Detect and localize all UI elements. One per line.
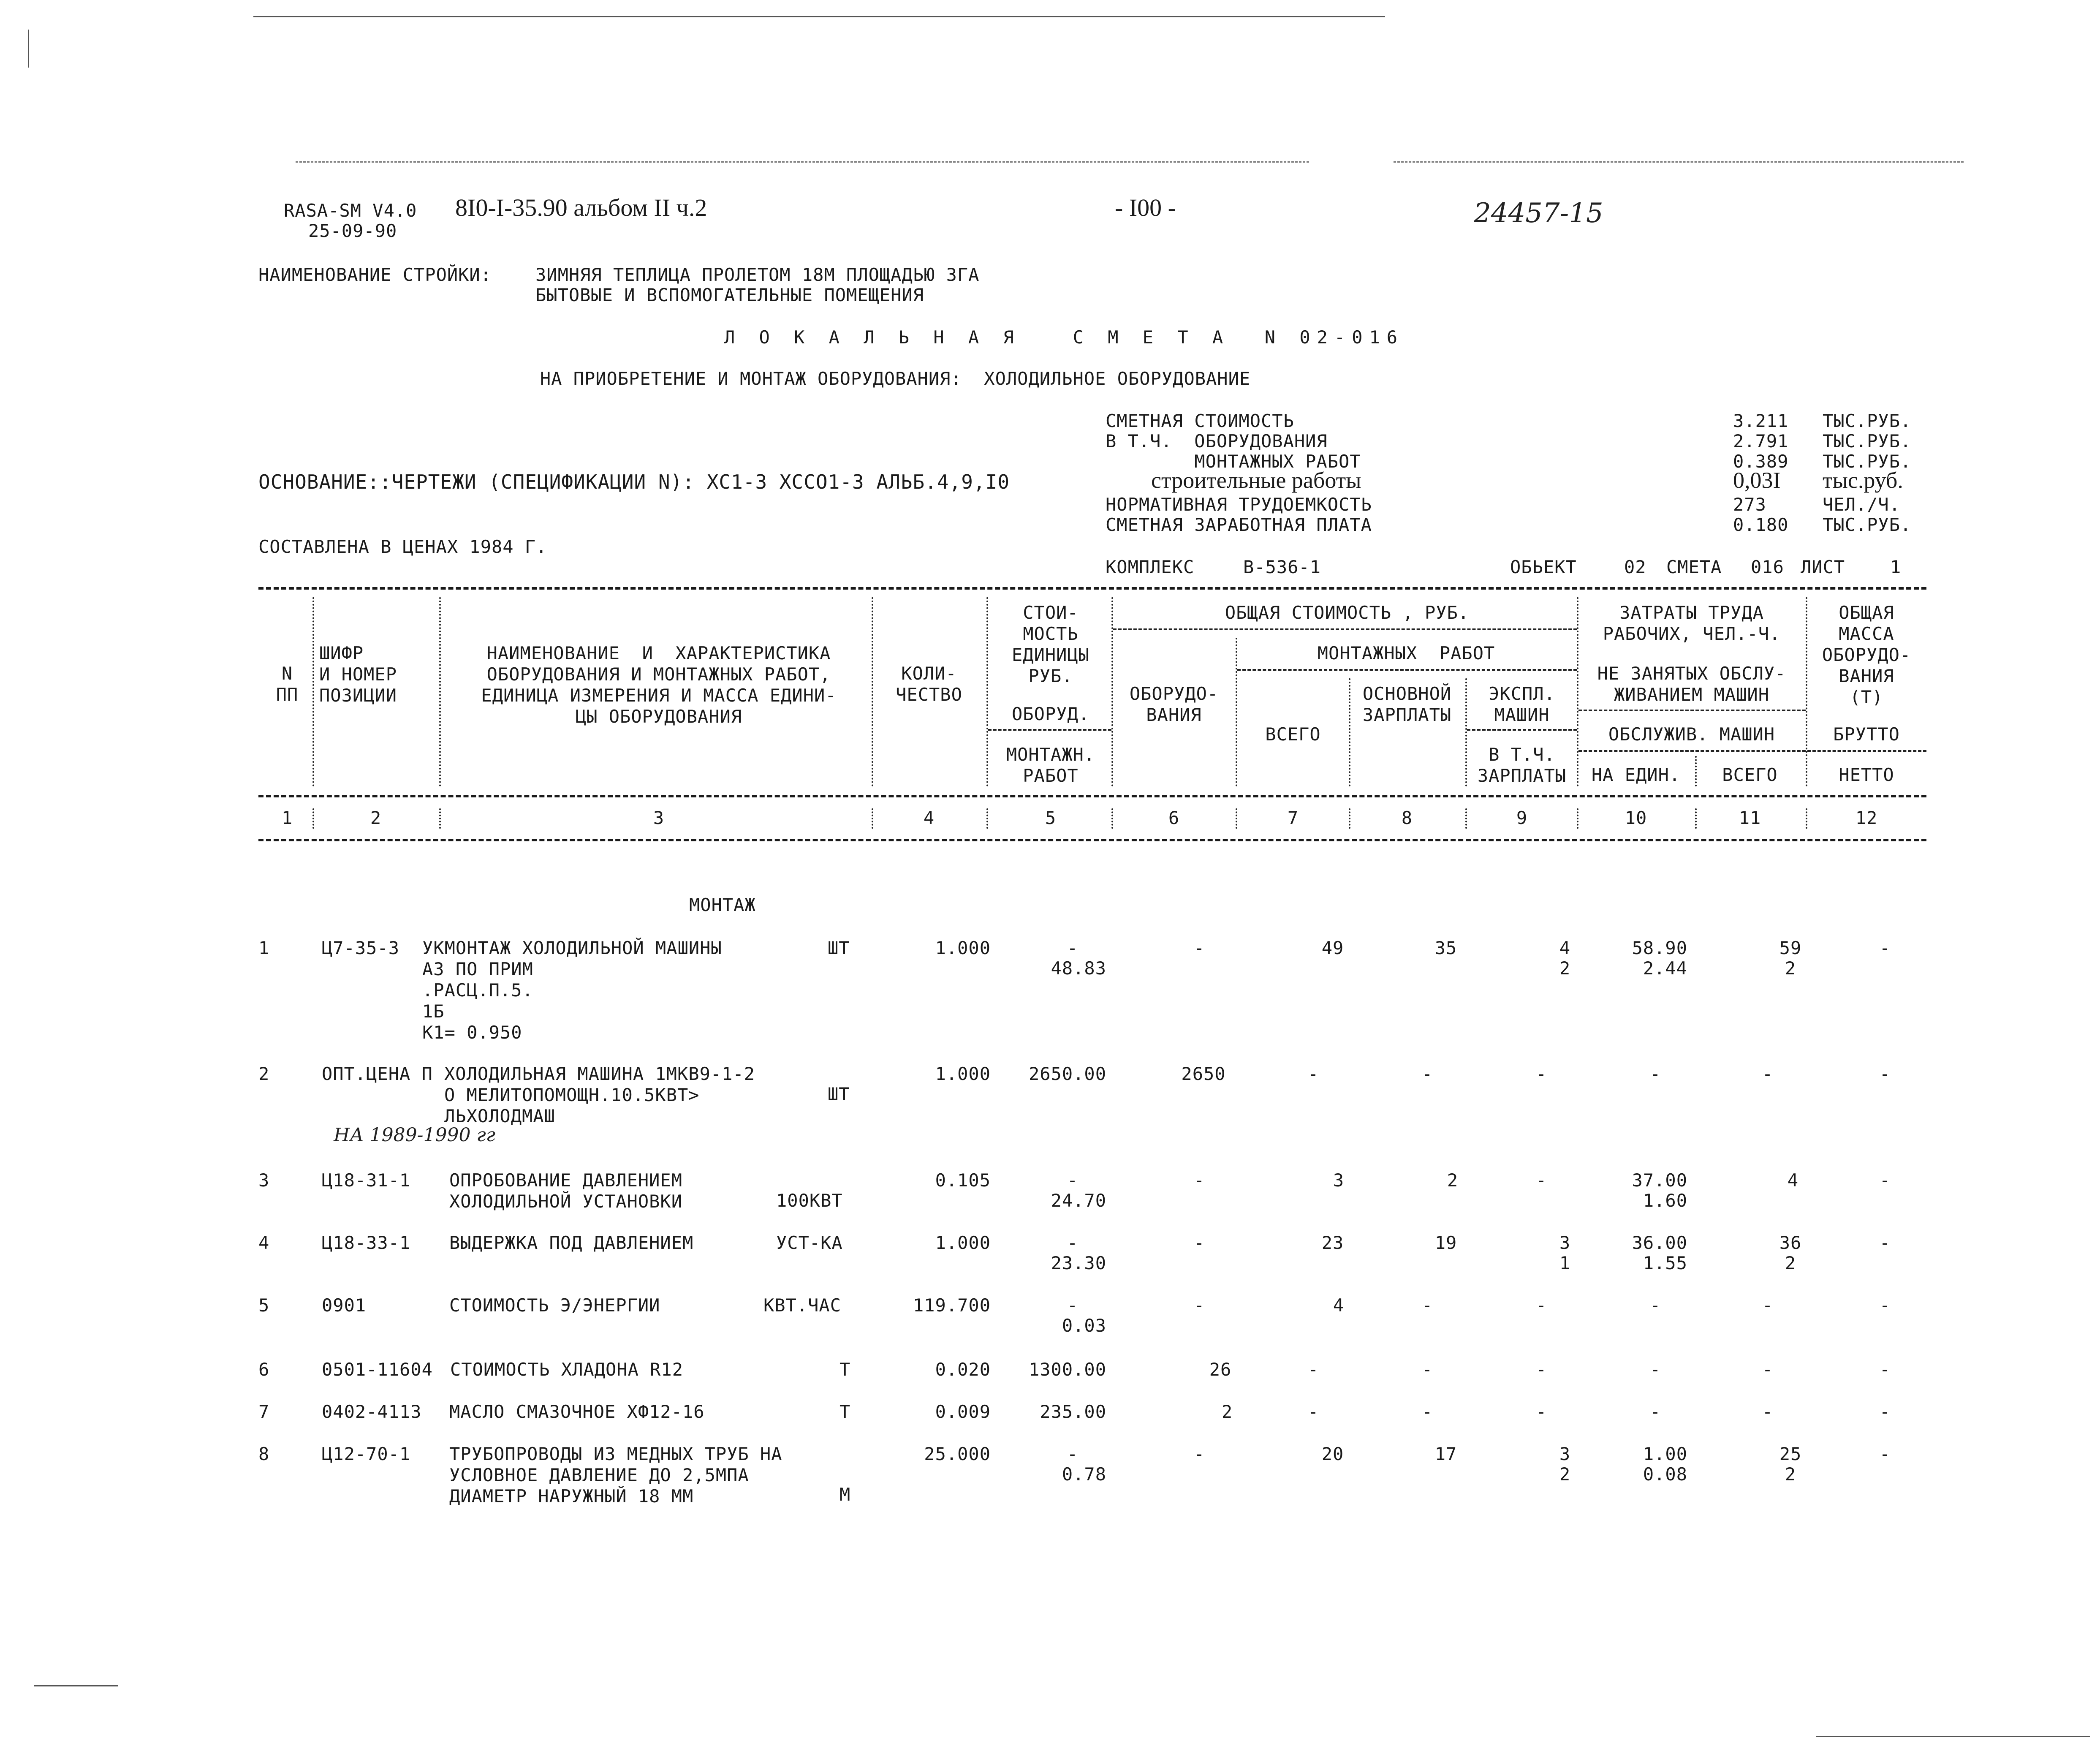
row-price-mont: 24.70 [1051, 1190, 1106, 1211]
summary-value-4: 273 [1733, 494, 1766, 515]
row-name: ТРУБОПРОВОДЫ ИЗ МЕДНЫХ ТРУБ НА УСЛОВНОЕ ДАВЛЕНИЕ ДО 2,5МПА ДИАМЕТР НАРУЖНЫЙ 18 ММ [449, 1444, 782, 1507]
header-col7: ВСЕГО [1265, 724, 1321, 745]
col-sep-7 [1349, 678, 1350, 786]
row-cost-eq: 2650 [1181, 1063, 1226, 1084]
row-price-eq: - [1067, 938, 1079, 958]
row-labor-total: - [1762, 1359, 1774, 1380]
scan-edge-line-left-bottom [34, 1685, 118, 1686]
row-qty: 1.000 [935, 1063, 991, 1084]
summary-value-5: 0.180 [1733, 514, 1789, 535]
row-name: СТОИМОСТЬ Э/ЭНЕРГИИ [449, 1295, 660, 1316]
project-name-line1: ЗИМНЯЯ ТЕПЛИЦА ПРОЛЕТОМ 18М ПЛОЩАДЬЮ 3ГА [535, 264, 980, 285]
row-labor-total: - [1762, 1295, 1774, 1316]
row-labor-unit-m: 1.55 [1643, 1253, 1687, 1273]
row-unit: ШТ [828, 1084, 850, 1104]
summary-label-2: МОНТАЖНЫХ РАБОТ [1106, 451, 1361, 472]
row-machines: 3 [1559, 1232, 1571, 1253]
row-labor-total: 59 [1779, 938, 1802, 958]
row-price-mont: 0.03 [1062, 1315, 1106, 1336]
row-total: 3 [1333, 1170, 1345, 1191]
program-version: RASA-SM V4.0 [284, 200, 417, 221]
row-mass: - [1879, 1359, 1891, 1380]
sheet-label: ЛИСТ [1801, 557, 1845, 577]
summary-value-1: 2.791 [1733, 431, 1789, 451]
summary-label-1: В Т.Ч. ОБОРУДОВАНИЯ [1106, 431, 1328, 451]
object-label: ОБЬЕКТ [1510, 557, 1577, 577]
summary-label-3: строительные работы [1106, 468, 1361, 493]
row-total: 20 [1321, 1444, 1344, 1464]
row-price-eq: 2650.00 [1028, 1063, 1106, 1084]
row-base-wage: - [1421, 1359, 1433, 1380]
row-number: 3 [258, 1170, 270, 1191]
row-qty: 0.009 [935, 1401, 991, 1422]
header-col2: ШИФР И НОМЕР ПОЗИЦИИ [319, 643, 397, 706]
row-mass: - [1879, 1444, 1891, 1464]
header-col12-top: ОБЩАЯ МАССА ОБОРУДО- ВАНИЯ (Т) [1822, 602, 1911, 707]
row-total: 4 [1333, 1295, 1345, 1316]
row-number: 6 [258, 1359, 270, 1380]
col-sep-3 [872, 597, 873, 786]
row-name: УКМОНТАЖ ХОЛОДИЛЬНОЙ МАШИНЫ АЗ ПО ПРИМ .РАСЦ.П.5. 1Б К1= 0.950 [422, 938, 722, 1043]
summary-unit-4: ЧЕЛ./Ч. [1823, 494, 1901, 515]
row-labor-unit: - [1649, 1401, 1661, 1422]
project-name-line2: БЫТОВЫЕ И ВСПОМОГАТЕЛЬНЫЕ ПОМЕЩЕНИЯ [535, 285, 924, 305]
colnum-sep-8 [1465, 808, 1467, 829]
row-price-mont: 48.83 [1051, 958, 1106, 979]
row-name: ОПРОБОВАНИЕ ДАВЛЕНИЕМ ХОЛОДИЛЬНОЙ УСТАНОВКИ [449, 1170, 683, 1212]
row-base-wage: 19 [1434, 1232, 1457, 1253]
row-price-eq: - [1067, 1295, 1079, 1316]
column-number-12: 12 [1855, 808, 1878, 828]
scan-edge-line-top-2 [296, 161, 1309, 163]
row-number: 4 [258, 1232, 270, 1253]
row-labor-unit-m: 0.08 [1643, 1464, 1687, 1485]
row-base-wage: - [1421, 1401, 1433, 1422]
summary-label-5: СМЕТНАЯ ЗАРАБОТНАЯ ПЛАТА [1106, 514, 1372, 535]
summary-value-0: 3.211 [1733, 411, 1789, 431]
mont-group-rule [1237, 669, 1577, 671]
header-col5-mid: ОБОРУД. [1011, 704, 1090, 724]
row-labor-unit: - [1649, 1295, 1661, 1316]
row-cost-eq: - [1193, 1170, 1205, 1191]
colnum-sep-3 [872, 808, 873, 829]
document-subtitle: НА ПРИОБРЕТЕНИЕ И МОНТАЖ ОБОРУДОВАНИЯ: ХОЛОДИЛЬНОЕ ОБОРУДОВАНИЕ [540, 368, 1251, 389]
header-col1: N ПП [276, 663, 299, 705]
column-numbers-bottom-rule [258, 839, 1926, 841]
row-code: Ц7-35-3 [322, 938, 400, 958]
row-labor-total: - [1762, 1401, 1774, 1422]
header-col12-mid: БРУТТО [1833, 724, 1900, 745]
column-number-9: 9 [1516, 808, 1528, 828]
estimate-value: 016 [1751, 557, 1784, 577]
row-qty: 0.020 [935, 1359, 991, 1380]
row-base-wage: 2 [1447, 1170, 1459, 1191]
row-mass: - [1879, 1170, 1891, 1191]
row-labor-total: - [1762, 1063, 1774, 1084]
summary-unit-2: ТЫС.РУБ. [1823, 451, 1912, 472]
colnum-sep-2 [439, 808, 441, 829]
row-machines: - [1535, 1063, 1547, 1084]
complex-value: В-536-1 [1243, 557, 1321, 577]
row-total: - [1307, 1401, 1319, 1422]
summary-unit-3: тыс.руб. [1823, 468, 1903, 493]
row-labor-unit: - [1649, 1063, 1661, 1084]
summary-label-0: СМЕТНАЯ СТОИМОСТЬ [1106, 411, 1294, 431]
row-price-eq: - [1067, 1232, 1079, 1253]
column-number-7: 7 [1287, 808, 1299, 828]
row-machines-wage: 2 [1559, 1464, 1571, 1485]
prices-line: СОСТАВЛЕНА В ЦЕНАХ 1984 Г. [258, 536, 547, 557]
column-number-5: 5 [1045, 808, 1057, 828]
row-total: 23 [1321, 1232, 1344, 1253]
summary-value-3: 0,03I [1733, 468, 1781, 493]
colnum-sep-1 [312, 808, 314, 829]
header-col6: ОБОРУДО- ВАНИЯ [1129, 683, 1219, 725]
row-machines: - [1535, 1170, 1547, 1191]
row-number: 1 [258, 938, 270, 958]
column-number-2: 2 [370, 808, 382, 828]
row-labor-total: 4 [1787, 1170, 1799, 1191]
col-sep-11 [1806, 597, 1807, 786]
row-machines: - [1535, 1401, 1547, 1422]
row-cost-eq: 26 [1209, 1359, 1232, 1380]
row-unit: М [839, 1484, 851, 1505]
row-code: 0501-11604 [322, 1359, 433, 1380]
row-labor-unit: 36.00 [1632, 1232, 1687, 1253]
row-mass: - [1879, 938, 1891, 958]
colnum-sep-4 [986, 808, 988, 829]
row-unit: Т [839, 1401, 851, 1422]
estimate-label: СМЕТА [1666, 557, 1722, 577]
column-number-4: 4 [923, 808, 935, 828]
header-col5-bot: МОНТАЖН. РАБОТ [1006, 744, 1095, 786]
col-sep-9 [1577, 597, 1578, 786]
colnum-sep-6 [1236, 808, 1237, 829]
column-number-8: 8 [1401, 808, 1413, 828]
row-machines-wage: 2 [1559, 958, 1571, 979]
row-code: Ц18-33-1 [322, 1232, 411, 1253]
row-total: - [1307, 1063, 1319, 1084]
row-name: МАСЛО СМАЗОЧНОЕ ХФ12-16 [449, 1401, 705, 1422]
row-labor-unit-m: 1.60 [1643, 1190, 1687, 1211]
row-qty: 1.000 [935, 938, 991, 958]
basis-line: ОСНОВАНИЕ::ЧЕРТЕЖИ (СПЕЦИФИКАЦИИ N): ХС1-3 ХССО1-3 АЛЬБ.4,9,I0 [258, 470, 1010, 493]
row-cost-eq: - [1193, 938, 1205, 958]
row-number: 2 [258, 1063, 270, 1084]
col-sep-10 [1695, 756, 1697, 786]
colnum-sep-5 [1111, 808, 1113, 829]
machines-rule [1467, 729, 1577, 731]
row-name: ВЫДЕРЖКА ПОД ДАВЛЕНИЕМ [449, 1232, 694, 1253]
row-mass: - [1879, 1063, 1891, 1084]
summary-unit-0: ТЫС.РУБ. [1823, 411, 1912, 431]
row-price-eq: 235.00 [1040, 1401, 1106, 1422]
row-unit: 100КВТ [776, 1190, 843, 1211]
row-labor-unit: 1.00 [1643, 1444, 1687, 1464]
header-col9-top: ЭКСПЛ. МАШИН [1489, 683, 1555, 725]
header-col3: НАИМЕНОВАНИЕ И ХАРАКТЕРИСТИКА ОБОРУДОВАНИЯ И МОНТАЖНЫХ РАБОТ, ЕДИНИЦА ИЗМЕРЕНИЯ И МАССА ЕДИНИ- ЦЫ ОБОРУДОВАНИЯ [481, 643, 837, 727]
header-col5-top: СТОИ- МОСТЬ ЕДИНИЦЫ РУБ. [1011, 602, 1090, 686]
col-sep-1 [312, 597, 314, 786]
header-col4: КОЛИ- ЧЕСТВО [896, 663, 962, 705]
row-unit: УСТ-КА [776, 1232, 843, 1253]
row-code: Ц12-70-1 [322, 1444, 411, 1464]
mass-rule [1807, 750, 1926, 752]
row-price-mont: 0.78 [1062, 1464, 1106, 1485]
header-cost-group: ОБЩАЯ СТОИМОСТЬ , РУБ. [1225, 602, 1470, 623]
page-number: - I00 - [1115, 194, 1176, 221]
column-number-10: 10 [1625, 808, 1647, 828]
labor-rule-2 [1578, 750, 1806, 752]
colnum-sep-10 [1695, 808, 1697, 829]
colnum-sep-9 [1577, 808, 1578, 829]
row-labor-unit: 37.00 [1632, 1170, 1687, 1191]
header-col8: ОСНОВНОЙ ЗАРПЛАТЫ [1362, 683, 1452, 725]
row-mass: - [1879, 1295, 1891, 1316]
col-sep-5 [1111, 597, 1113, 786]
row-price-mont: 23.30 [1051, 1253, 1106, 1273]
colnum-sep-7 [1349, 808, 1350, 829]
cost-group-rule [1113, 628, 1577, 630]
row-number: 5 [258, 1295, 270, 1316]
row-handwritten-note: НА 1989-1990 гг [334, 1124, 495, 1146]
row-code: ОПТ.ЦЕНА П [322, 1063, 433, 1084]
row-total: 49 [1321, 938, 1344, 958]
summary-value-2: 0.389 [1733, 451, 1789, 472]
object-value: 02 [1624, 557, 1646, 577]
sheet-value: 1 [1890, 557, 1902, 577]
row-price-eq: - [1067, 1444, 1079, 1464]
document-title: Л О К А Л Ь Н А Я С М Е Т А N 02-016 [724, 327, 1405, 348]
column-number-3: 3 [653, 808, 665, 828]
row-unit: Т [839, 1359, 851, 1380]
row-machines: 3 [1559, 1444, 1571, 1464]
scan-edge-line-top-3 [1394, 161, 1964, 163]
row-number: 8 [258, 1444, 270, 1464]
row-unit: ШТ [828, 938, 850, 958]
header-labor-sub2: ОБСЛУЖИВ. МАШИН [1608, 724, 1775, 745]
row-name: ХОЛОДИЛЬНАЯ МАШИНА 1МКВ9-1-2 О МЕЛИТОПОМОЩН.10.5КВТ> ЛЬХОЛОДМАШ [444, 1063, 755, 1126]
row-price-eq: - [1067, 1170, 1079, 1191]
handwritten-number: 24457-15 [1474, 198, 1603, 229]
col-sep-6 [1236, 638, 1237, 786]
row-number: 7 [258, 1401, 270, 1422]
row-labor-total: 25 [1779, 1444, 1802, 1464]
scan-edge-mark-left [28, 30, 29, 68]
row-code: 0901 [322, 1295, 367, 1316]
row-total: - [1307, 1359, 1319, 1380]
row-labor-unit: 58.90 [1632, 938, 1687, 958]
row-qty: 119.700 [913, 1295, 991, 1316]
row-machines: 4 [1559, 938, 1571, 958]
header-col9-bot: В Т.Ч. ЗАРПЛАТЫ [1477, 744, 1567, 786]
row-qty: 1.000 [935, 1232, 991, 1253]
row-base-wage: 35 [1434, 938, 1457, 958]
document-reference: 8I0-I-35.90 альбом II ч.2 [455, 194, 707, 221]
header-col10: НА ЕДИН. [1591, 764, 1681, 785]
row-code: Ц18-31-1 [322, 1170, 411, 1191]
row-labor-total: 36 [1779, 1232, 1802, 1253]
row-base-wage: - [1421, 1063, 1433, 1084]
print-date: 25-09-90 [308, 220, 397, 241]
section-title: МОНТАЖ [689, 895, 756, 915]
header-col11: ВСЕГО [1722, 764, 1778, 785]
row-cost-eq: 2 [1221, 1401, 1233, 1422]
price-rule [988, 729, 1111, 731]
row-base-wage: - [1421, 1295, 1433, 1316]
column-number-6: 6 [1168, 808, 1180, 828]
complex-label: КОМПЛЕКС [1106, 557, 1195, 577]
row-qty: 25.000 [924, 1444, 991, 1464]
header-mont-group: МОНТАЖНЫХ РАБОТ [1317, 643, 1495, 664]
row-cost-eq: - [1193, 1295, 1205, 1316]
row-labor-total-m: 2 [1785, 1253, 1796, 1273]
row-machines-wage: 1 [1559, 1253, 1571, 1273]
header-col12-bot: НЕТТО [1839, 764, 1894, 785]
labor-rule-1 [1578, 710, 1806, 711]
row-base-wage: 17 [1434, 1444, 1457, 1464]
row-unit: КВТ.ЧАС [763, 1295, 842, 1316]
row-cost-eq: - [1193, 1232, 1205, 1253]
row-labor-total-m: 2 [1785, 1464, 1796, 1485]
table-top-rule [258, 587, 1926, 590]
scan-edge-line-bottom [1816, 1736, 2090, 1737]
column-number-11: 11 [1739, 808, 1761, 828]
col-sep-4 [986, 597, 988, 786]
header-labor-group: ЗАТРАТЫ ТРУДА РАБОЧИХ, ЧЕЛ.-Ч. [1603, 602, 1781, 644]
row-qty: 0.105 [935, 1170, 991, 1191]
row-mass: - [1879, 1401, 1891, 1422]
row-labor-total-m: 2 [1785, 958, 1796, 979]
row-machines: - [1535, 1359, 1547, 1380]
table-header-bottom-rule [258, 795, 1926, 797]
row-name: СТОИМОСТЬ ХЛАДОНА R12 [450, 1359, 684, 1380]
row-cost-eq: - [1193, 1444, 1205, 1464]
summary-unit-5: ТЫС.РУБ. [1823, 514, 1912, 535]
col-sep-8 [1465, 678, 1467, 786]
row-code: 0402-4113 [322, 1401, 422, 1422]
row-labor-unit: - [1649, 1359, 1661, 1380]
column-number-1: 1 [281, 808, 293, 828]
row-labor-unit-m: 2.44 [1643, 958, 1687, 979]
col-sep-2 [439, 597, 441, 786]
header-labor-sub: НЕ ЗАНЯТЫХ ОБСЛУ- ЖИВАНИЕМ МАШИН [1597, 663, 1786, 705]
summary-label-4: НОРМАТИВНАЯ ТРУДОЕМКОСТЬ [1106, 494, 1372, 515]
row-machines: - [1535, 1295, 1547, 1316]
row-mass: - [1879, 1232, 1891, 1253]
colnum-sep-11 [1806, 808, 1807, 829]
row-price-eq: 1300.00 [1028, 1359, 1106, 1380]
scan-edge-line-top [253, 16, 1385, 17]
project-label: НАИМЕНОВАНИЕ СТРОЙКИ: [258, 264, 492, 285]
summary-unit-1: ТЫС.РУБ. [1823, 431, 1912, 451]
